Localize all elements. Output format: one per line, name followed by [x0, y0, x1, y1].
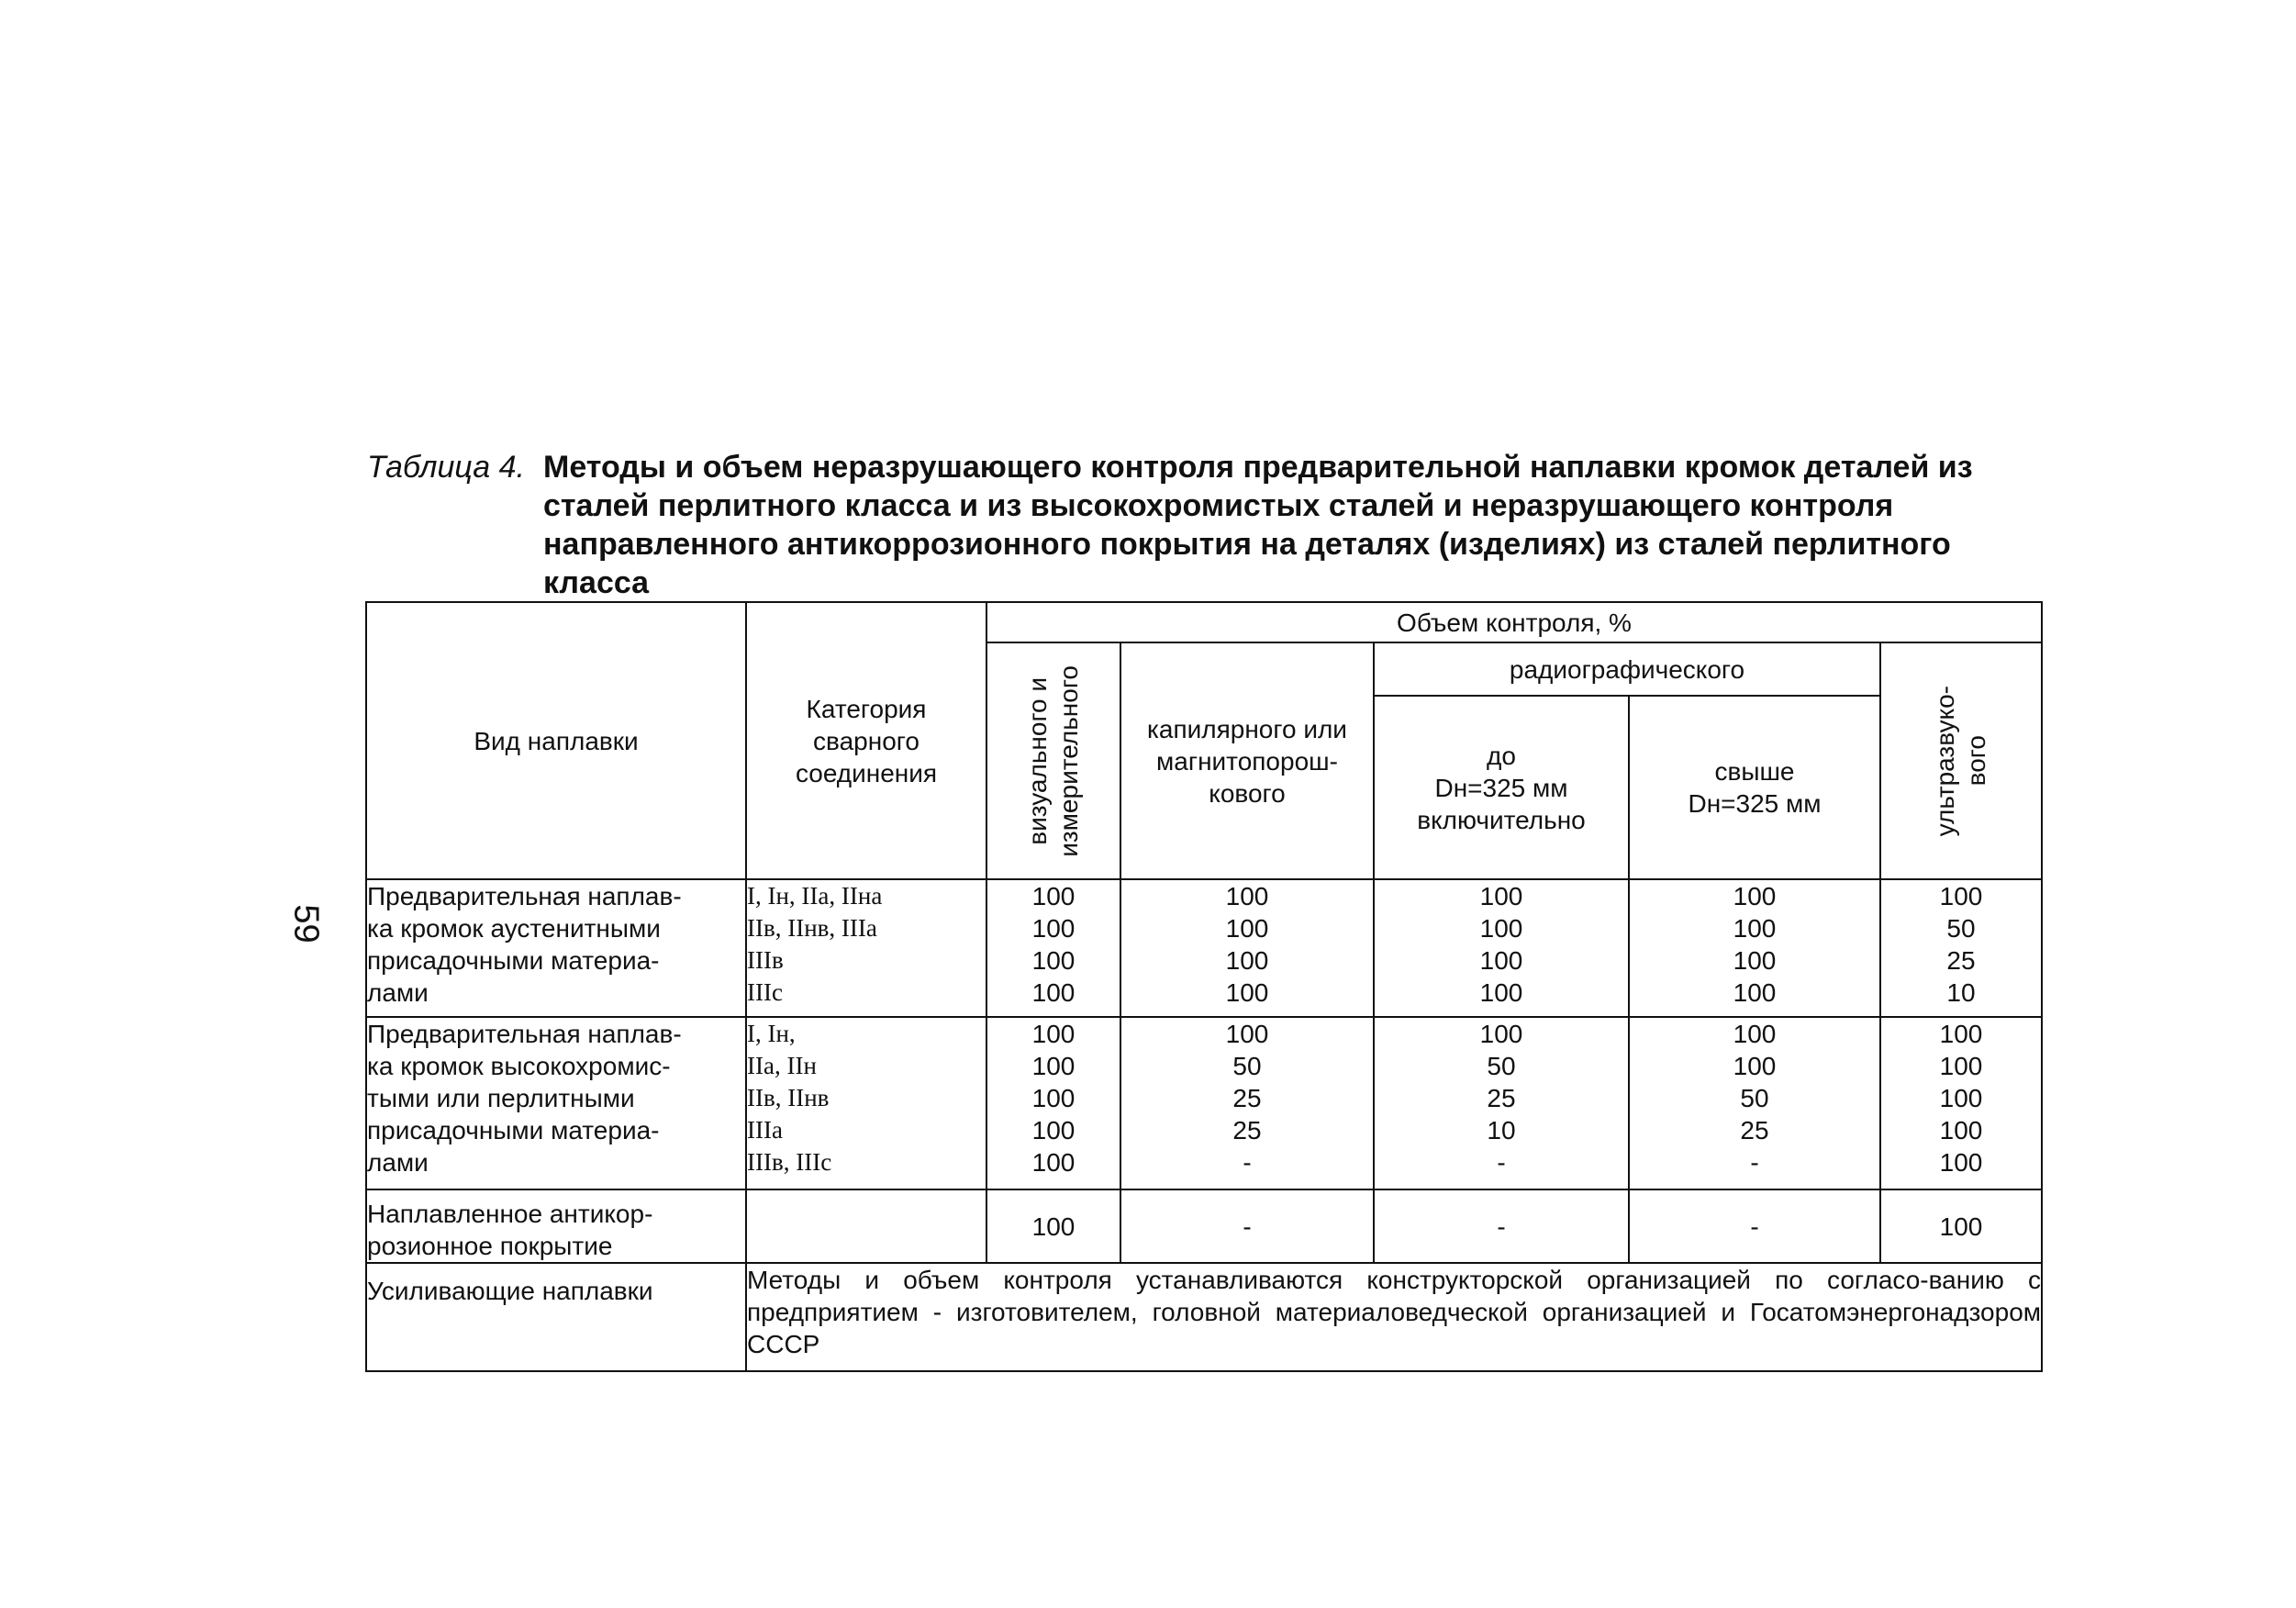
cell-value: 100 — [1939, 882, 1983, 910]
row-radio-over — [1629, 1017, 1880, 1189]
category-value: IIIв, IIIс — [747, 1148, 832, 1176]
table-caption — [367, 448, 2046, 602]
row-visual — [986, 879, 1120, 1017]
cell-value: 50 — [1740, 1084, 1769, 1112]
row-radio-upto: - — [1374, 1189, 1629, 1263]
cell-value: 100 — [1479, 946, 1523, 975]
caption-label: Таблица 4. — [367, 450, 525, 485]
cell-value: 50 — [1946, 914, 1976, 943]
category-value: IIIс — [747, 978, 783, 1006]
category-value: IIа, IIн — [747, 1052, 817, 1079]
cell-value: 10 — [1946, 978, 1976, 1007]
row-note: Методы и объем контроля устанавливаются конструкторской организацией по согласо-ванию с предприятием - изготовителем, головной материаловедческой организацией и Госатомэнергонадзором СССР — [746, 1263, 2042, 1371]
cell-value: 100 — [1733, 1020, 1777, 1048]
cell-value: 100 — [1031, 882, 1076, 910]
category-value: I, Iн, — [747, 1020, 796, 1047]
caption-title: Методы и объем неразрушающего контроля предварительной наплавки кромок деталей из сталей перлитного класса и из высокохромистых сталей и неразрушающего контроля направленного антикоррозионного покрытия на деталях (изделиях) из сталей перлитного класса — [543, 450, 1973, 600]
header-category: Категория сварного соединения — [746, 602, 986, 879]
cell-value: 100 — [1479, 882, 1523, 910]
row-kind: Предварительная наплав- ка кромок высокохромис- тыми или перлитными присадочными материа- лами — [366, 1017, 746, 1189]
cell-value: 100 — [1939, 1020, 1983, 1048]
header-visual-text: визуального и измерительного — [1023, 664, 1083, 857]
cell-value: 10 — [1487, 1116, 1516, 1145]
cell-value: 100 — [1031, 1052, 1076, 1080]
header-volume: Объем контроля, % — [986, 602, 2042, 642]
cell-value: 100 — [1225, 914, 1269, 943]
row-ultrasonic — [1880, 879, 2042, 1017]
table-row — [366, 1263, 2042, 1371]
category-value: IIIа — [747, 1116, 783, 1144]
header-capillary: капилярного или магнитопорош- кового — [1120, 642, 1374, 879]
cell-value: 100 — [1031, 1020, 1076, 1048]
row-ultrasonic: 100 — [1880, 1189, 2042, 1263]
row-categories — [746, 1189, 986, 1263]
table-row — [366, 1017, 2042, 1189]
header-kind: Вид наплавки — [366, 602, 746, 879]
category-value: I, Iн, IIа, IIна — [747, 882, 883, 910]
cell-value: 100 — [1031, 1116, 1076, 1145]
header-radio-upto: до Dн=325 мм включительно — [1374, 696, 1629, 879]
cell-value: 100 — [1479, 914, 1523, 943]
cell-value: - — [1497, 1148, 1506, 1177]
row-radio-over: - — [1629, 1189, 1880, 1263]
cell-value: 100 — [1225, 946, 1269, 975]
cell-value: 25 — [1946, 946, 1976, 975]
table-row — [366, 1189, 2042, 1263]
cell-value: 100 — [1031, 1148, 1076, 1177]
cell-value: 100 — [1479, 978, 1523, 1007]
cell-value: 25 — [1487, 1084, 1516, 1112]
header-radiographic: радиографического — [1374, 642, 1880, 696]
row-visual: 100 — [986, 1189, 1120, 1263]
cell-value: 100 — [1939, 1052, 1983, 1080]
header-ultrasonic — [1880, 642, 2042, 879]
page-number: 59 — [286, 904, 326, 944]
cell-value: 100 — [1939, 1084, 1983, 1112]
cell-value: 100 — [1939, 1116, 1983, 1145]
row-capillary: - — [1120, 1189, 1374, 1263]
cell-value: 100 — [1939, 1148, 1983, 1177]
cell-value: - — [1750, 1148, 1759, 1177]
cell-value: 50 — [1232, 1052, 1262, 1080]
cell-value: 100 — [1733, 914, 1777, 943]
row-kind: Предварительная наплав- ка кромок аустенитными присадочными материа- лами — [366, 879, 746, 1017]
row-categories — [746, 1017, 986, 1189]
cell-value: 100 — [1225, 882, 1269, 910]
cell-value: 100 — [1733, 946, 1777, 975]
row-kind: Усиливающие наплавки — [366, 1263, 746, 1371]
row-radio-over — [1629, 879, 1880, 1017]
cell-value: 100 — [1733, 1052, 1777, 1080]
row-kind: Наплавленное антикор- розионное покрытие — [366, 1189, 746, 1263]
cell-value: - — [1243, 1148, 1252, 1177]
row-radio-upto — [1374, 1017, 1629, 1189]
header-ultrasonic-text: ультразвуко- вого — [1931, 685, 1990, 837]
cell-value: 25 — [1232, 1116, 1262, 1145]
cell-value: 100 — [1031, 1084, 1076, 1112]
row-visual — [986, 1017, 1120, 1189]
header-visual — [986, 642, 1120, 879]
row-ultrasonic — [1880, 1017, 2042, 1189]
cell-value: 50 — [1487, 1052, 1516, 1080]
row-categories — [746, 879, 986, 1017]
cell-value: 100 — [1225, 978, 1269, 1007]
cell-value: 100 — [1031, 978, 1076, 1007]
table-row — [366, 879, 2042, 1017]
cell-value: 100 — [1225, 1020, 1269, 1048]
cell-value: 100 — [1733, 978, 1777, 1007]
cell-value: 100 — [1479, 1020, 1523, 1048]
cell-value: 25 — [1740, 1116, 1769, 1145]
cell-value: 25 — [1232, 1084, 1262, 1112]
row-radio-upto — [1374, 879, 1629, 1017]
cell-value: 100 — [1031, 946, 1076, 975]
control-methods-table — [365, 601, 2043, 1372]
row-capillary — [1120, 879, 1374, 1017]
cell-value: 100 — [1733, 882, 1777, 910]
row-capillary — [1120, 1017, 1374, 1189]
category-value: IIв, IIнв, IIIа — [747, 914, 877, 942]
cell-value: 100 — [1031, 914, 1076, 943]
category-value: IIIв — [747, 946, 784, 974]
category-value: IIв, IIнв — [747, 1084, 830, 1111]
header-radio-over: свыше Dн=325 мм — [1629, 696, 1880, 879]
